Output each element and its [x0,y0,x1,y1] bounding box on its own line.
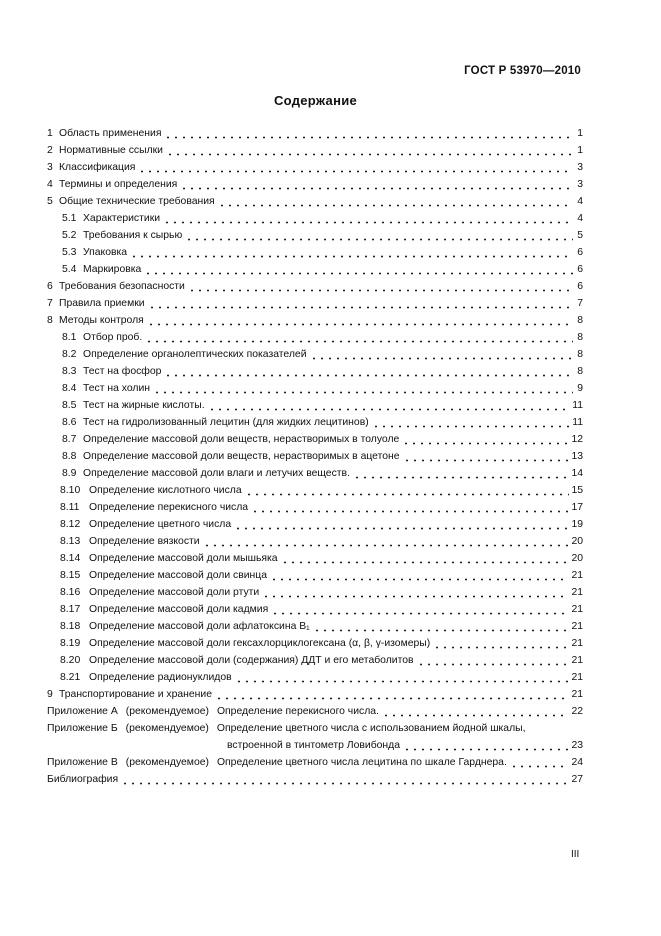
toc-entry-number: 8.18 [60,621,81,632]
toc-entry-number: 8.13 [60,536,81,547]
toc-entry-label: Требования безопасности [59,281,185,292]
toc-entry-page: 1 [577,145,583,156]
toc-entry-label: Определение массовой доли мышьяка [89,553,278,564]
toc-entry [47,397,583,414]
appendix-page: 23 [571,740,583,751]
toc-entry [47,295,583,312]
toc-appendix-line [47,737,583,754]
toc-entry-number: 8.20 [60,655,81,666]
appendix-title-cont: встроенной в тинтометр Ловибонда [227,740,401,751]
dot-leader [144,265,573,275]
dot-leader [185,231,573,241]
toc-entry [47,635,583,652]
toc-entry-page: 8 [577,349,583,360]
page-folio: III [571,849,580,860]
dot-leader [163,214,573,224]
toc-bibliography [47,771,583,788]
toc-entry [47,159,583,176]
toc-entry-number: 8.8 [62,451,77,462]
dot-leader [353,469,569,479]
toc-entry-number: 8.16 [60,587,81,598]
toc-entry-page: 8 [577,332,583,343]
toc-entry-label: Определение массовой доли веществ, нерастворимых в ацетоне [83,451,400,462]
toc-entry-page: 8 [577,366,583,377]
dot-leader [130,248,573,258]
toc-entry-number: 5 [47,196,53,207]
toc-entry-number: 8.17 [60,604,81,615]
toc-entry [47,346,583,363]
toc-entry [47,669,583,686]
toc-entry [47,363,583,380]
toc-entry-label: Характеристики [83,213,161,224]
toc-entry [47,380,583,397]
toc-entry [47,618,583,635]
toc-entry-label: Определение органолептических показателей [83,349,307,360]
toc-entry-page: 3 [577,179,583,190]
toc-entry-page: 3 [577,162,583,173]
dot-leader [234,520,569,530]
dot-leader [281,554,570,564]
toc-entry [47,584,583,601]
toc-entry [47,227,583,244]
toc-entry [47,516,583,533]
toc-entry [47,176,583,193]
toc-entry-label: Определение кислотного числа [89,485,242,496]
toc-entry-page: 1 [577,128,583,139]
toc-entry-page: 14 [571,468,583,479]
dot-leader [403,452,570,462]
toc-entry [47,278,583,295]
toc-entry-page: 6 [577,247,583,258]
appendix-kind: (рекомендуемое) [125,757,209,768]
toc-entry-number: 8.10 [60,485,81,496]
toc-entry [47,142,583,159]
dot-leader [148,299,573,309]
dot-leader [218,197,573,207]
toc-entry-page: 13 [571,451,583,462]
toc-entry-number: 6 [47,281,53,292]
toc-entry-number: 8.19 [60,638,81,649]
toc-entry-number: 8.3 [62,366,77,377]
dot-leader [245,486,570,496]
dot-leader [208,401,571,411]
toc-entry-page: 8 [577,315,583,326]
toc-entry-label: Транспортирование и хранение [59,689,213,700]
toc-entry [47,125,583,142]
toc-entry-label: Классификация [59,162,136,173]
toc-entry-number: 8.5 [62,400,77,411]
toc-entry-number: 8.7 [62,434,77,445]
dot-leader [121,775,569,785]
toc-appendix-line [47,754,583,771]
toc-entry-label: Определение перекисного числа [89,502,249,513]
toc-entry [47,431,583,448]
toc-appendix-line [47,720,583,737]
toc-entry-page: 21 [571,570,583,581]
toc-entry-number: 8.21 [60,672,81,683]
toc-entry [47,448,583,465]
dot-leader [147,316,573,326]
appendix-page: 24 [571,757,583,768]
dot-leader [372,418,571,428]
toc-entry [47,193,583,210]
toc-entry-label: Требования к сырью [83,230,183,241]
toc-entry-page: 12 [571,434,583,445]
appendix-title: Определение перекисного числа. [216,706,379,717]
dot-leader [403,741,569,751]
dot-leader [251,503,569,513]
toc-entry-label: Нормативные ссылки [59,145,163,156]
toc-entry-number: 4 [47,179,53,190]
toc-entry [47,210,583,227]
toc-entry-number: 8.6 [62,417,77,428]
toc-entry-page: 7 [577,298,583,309]
toc-entry-page: 4 [577,213,583,224]
toc-entry-number: 8.12 [60,519,81,530]
toc-entry [47,261,583,278]
toc-entry-number: 9 [47,689,53,700]
dot-leader [166,146,573,156]
toc-entry-page: 15 [571,485,583,496]
toc-entry-number: 5.1 [62,213,77,224]
dot-leader [215,690,569,700]
toc-entry-label: Определение радионуклидов [89,672,232,683]
bibliography-page: 27 [571,774,583,785]
dot-leader [188,282,573,292]
toc-entry-page: 19 [571,519,583,530]
toc-entry-number: 8.4 [62,383,77,394]
toc-entry-page: 4 [577,196,583,207]
toc-entry-label: Упаковка [83,247,128,258]
toc-entry [47,601,583,618]
toc-entry [47,329,583,346]
table-of-contents [47,125,583,788]
toc-entry-label: Отбор проб. [83,332,143,343]
dot-leader [510,758,570,768]
dot-leader [313,622,570,632]
toc-entry-label: Тест на фосфор [83,366,162,377]
toc-appendix-line [47,703,583,720]
toc-entry-page: 21 [571,655,583,666]
toc-entry-number: 8.9 [62,468,77,479]
toc-entry [47,312,583,329]
toc-entry-number: 5.2 [62,230,77,241]
toc-entry-number: 8.2 [62,349,77,360]
toc-entry-page: 21 [571,689,583,700]
dot-leader [235,673,570,683]
toc-entry-number: 7 [47,298,53,309]
toc-entry-page: 21 [571,587,583,598]
toc-entry-page: 21 [571,621,583,632]
toc-entry-number: 8.11 [60,502,80,513]
appendix-title: Определение цветного числа с использованием йодной шкалы, [216,723,526,734]
toc-entry-number: 5.4 [62,264,77,275]
toc-entry-page: 17 [571,502,583,513]
toc-entry [47,567,583,584]
toc-entry-label: Тест на холин [83,383,151,394]
toc-entry [47,465,583,482]
dot-leader [402,435,569,445]
toc-entry-number: 5.3 [62,247,77,258]
dot-leader [417,656,570,666]
dot-leader [164,129,573,139]
toc-entry-number: 8 [47,315,53,326]
toc-entry-label: Термины и определения [59,179,178,190]
toc-entry-number: 8.14 [60,553,81,564]
toc-entry-number: 1 [47,128,53,139]
toc-entry-page: 5 [577,230,583,241]
toc-entry-label: Определение цветного числа [89,519,232,530]
dot-leader [203,537,570,547]
document-number: ГОСТ Р 53970—2010 [464,65,581,77]
toc-entry-page: 20 [571,536,583,547]
toc-entry [47,499,583,516]
appendix-kind: (рекомендуемое) [125,723,209,734]
dot-leader [164,367,573,377]
toc-appendix [47,754,583,771]
toc-entry-number: 3 [47,162,53,173]
toc-entry-label: Тест на жирные кислоты. [83,400,205,411]
appendix-tag: Приложение А [47,706,118,717]
toc-entry-label: Определение массовой доли афлатоксина B₁ [89,621,310,632]
toc-entry-number: 2 [47,145,53,156]
toc-entry-label: Определение массовой доли (содержания) ДДТ и его метаболитов [89,655,414,666]
toc-appendix [47,703,583,720]
toc-entry-label: Правила приемки [59,298,145,309]
appendix-page: 22 [571,706,583,717]
dot-leader [262,588,569,598]
dot-leader [145,333,573,343]
toc-entry-page: 11 [572,400,583,411]
toc-entry-number: 8.1 [62,332,77,343]
toc-entry [47,652,583,669]
toc-appendix [47,720,583,754]
toc-entry [47,550,583,567]
toc-entry [47,244,583,261]
toc-entry [47,482,583,499]
toc-heading: Содержание [273,93,358,108]
toc-entry-page: 20 [571,553,583,564]
dot-leader [433,639,569,649]
toc-entry [47,414,583,431]
appendix-tag: Приложение В [47,757,118,768]
toc-entry-page: 6 [577,281,583,292]
toc-entry-page: 11 [572,417,583,428]
dot-leader [271,605,569,615]
dot-leader [138,163,573,173]
toc-entry-label: Общие технические требования [59,196,215,207]
dot-leader [153,384,573,394]
appendix-title: Определение цветного числа лецитина по шкале Гарднера. [216,757,507,768]
toc-entry-page: 21 [571,638,583,649]
toc-entry-label: Область применения [59,128,162,139]
toc-entry-page: 9 [577,383,583,394]
dot-leader [310,350,574,360]
toc-entry-label: Определение массовой доли влаги и летучих веществ. [83,468,350,479]
toc-entry-label: Определение массовой доли кадмия [89,604,269,615]
toc-entry-label: Тест на гидролизованный лецитин (для жидких лецитинов) [83,417,369,428]
dot-leader [270,571,569,581]
toc-entry-label: Определение массовой доли ртути [89,587,260,598]
toc-entry-page: 21 [571,672,583,683]
toc-entry-label: Определение массовой доли гексахлорциклогексана (α, β, γ-изомеры) [89,638,431,649]
toc-entry-label: Методы контроля [59,315,144,326]
toc-entry-label: Определение массовой доли свинца [89,570,268,581]
toc-entry [47,533,583,550]
toc-entry-page: 6 [577,264,583,275]
dot-leader [382,707,569,717]
toc-entry-label: Определение массовой доли веществ, нерастворимых в толуоле [83,434,400,445]
appendix-kind: (рекомендуемое) [125,706,209,717]
toc-entry-page: 21 [571,604,583,615]
toc-entry-label: Определение вязкости [89,536,200,547]
toc-entry-number: 8.15 [60,570,81,581]
toc-entry [47,686,583,703]
appendix-tag: Приложение Б [47,723,118,734]
bibliography-label: Библиография [47,774,119,785]
dot-leader [180,180,573,190]
toc-entry-label: Маркировка [83,264,142,275]
